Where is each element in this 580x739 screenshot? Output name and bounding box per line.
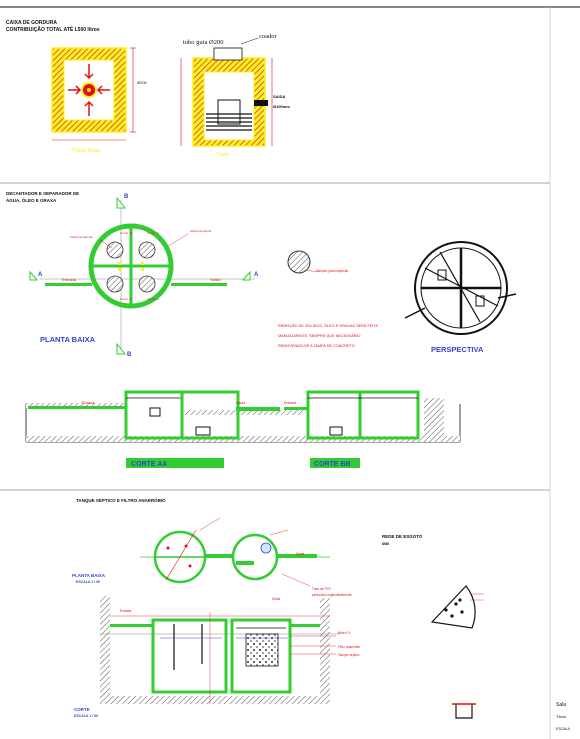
cut-bb-label: CORTE BB (314, 461, 351, 468)
comp-c-label: Comp. C (147, 231, 159, 235)
grease-saida-diam: Ø100mm (273, 104, 290, 109)
separator-title-line2: ÁGUA, ÓLEO E GRAXA (6, 198, 57, 203)
grease-saida-label: SAIDA (273, 94, 286, 99)
marker-a-left: A (38, 272, 43, 278)
comp-a-label: Comp. A (120, 297, 132, 301)
marker-b-bottom: B (127, 352, 132, 358)
septic-section-saida: Saída (272, 597, 281, 601)
marker-b-top: B (124, 194, 129, 200)
separator-saida-label: Saída (210, 277, 221, 282)
septic-section-scale: ESCALA 1 / 50 (74, 714, 98, 718)
cut-aa-label: CORTE AA (131, 461, 168, 468)
separator-note-line3: REMOVENDO-SE A TAMPA DE CONCRETO (278, 344, 355, 348)
separator-title-line1: DECANTADOR E SEPARADOR DE (6, 191, 80, 196)
grease-section-label: Corte (217, 152, 230, 158)
septic-plan-label: PLANTA BAIXA (72, 573, 105, 578)
separator-entrada-label: Entrada (62, 277, 77, 282)
cut-bb-entrada: Entrada (284, 401, 297, 405)
septic-plan-scale: ESCALA 1 / 50 (76, 580, 100, 584)
grease-coador-label: coador (259, 33, 277, 40)
abertura-inferior-label: Abertura inferior (190, 229, 212, 233)
grease-plan-label: Planta Baixa (72, 148, 101, 154)
septic-title: TANQUE SÉPTICO E FILTRO ANAERÓBIO (76, 498, 166, 503)
septic-entrada: Entrada (120, 609, 132, 613)
titleblock-line3: ESCALA (556, 727, 570, 731)
septic-brita: Brita n°4 (338, 631, 351, 635)
rede-title: REDE DE ESGOTO (382, 534, 423, 539)
septic-tubo-pvc-sub: perfurado longitudinalmente (312, 593, 352, 597)
titleblock-line1: Sala (556, 702, 567, 708)
separator-note-line2: MANUALMENTE, SEMPRE QUE NECESSÁRIO (278, 334, 361, 338)
separator-plan-label: PLANTA BAIXA (40, 335, 95, 344)
abertura-superior-label: Abertura superior (70, 235, 94, 239)
grease-title-line1: CAIXA DE GORDURA (6, 20, 57, 26)
comp-d-label: Comp. D (147, 297, 159, 301)
grease-dim-side: Ø200 (137, 80, 147, 85)
septic-section-label: CORTE (74, 707, 90, 712)
cut-aa-entrada: Entrada (82, 401, 95, 405)
comp-b-label: Comp. B (120, 231, 132, 235)
cut-aa-saida: Saída (236, 401, 246, 405)
septic-plan-saida: Saída (296, 552, 305, 556)
titleblock-line2: Título (556, 714, 567, 719)
grease-title-line2: CONTRIBUIÇÃO TOTAL ATÉ L500 litros (6, 27, 100, 33)
septic-tubo-pvc: Tubo de PVC (312, 587, 332, 591)
marker-a-right: A (254, 272, 259, 278)
rede-sub: Ø80 (382, 542, 390, 546)
grease-tubo-guia-label: tubo guia Ø200 (183, 39, 224, 46)
perspective-label: PERSPECTIVA (431, 345, 484, 354)
separator-note-line1: REMOÇÃO DE SÓLIDOS, ÓLEO E GRAXAS SERÁ FEITA (278, 324, 378, 328)
septic-filtro: Filtro anaeróbio (338, 645, 361, 649)
septic-tanque: Tanque séptico (338, 653, 360, 657)
tampao-label: Tampão para inspeção (316, 269, 349, 273)
